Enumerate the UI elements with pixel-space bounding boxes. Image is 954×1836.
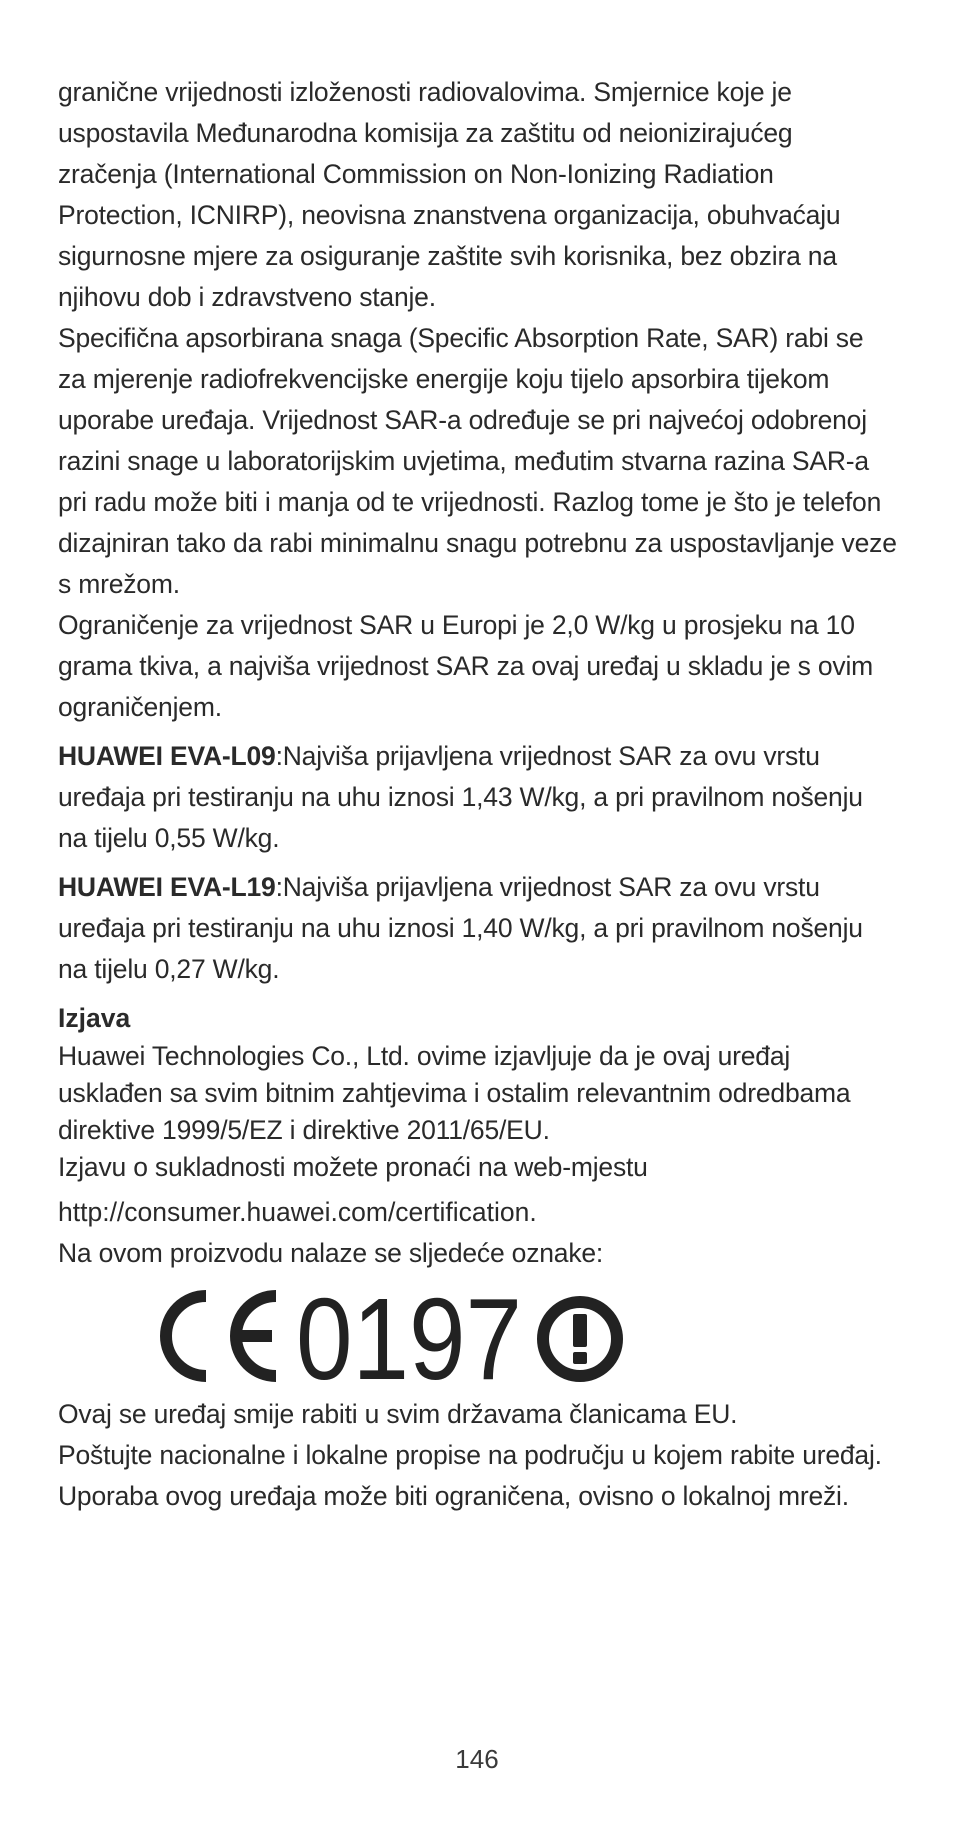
model-sar-entry-l19 bbox=[58, 867, 898, 990]
alert-circle-icon bbox=[543, 1302, 617, 1376]
marks-intro-paragraph: Na ovom proizvodu nalaze se sljedeće oznake: bbox=[58, 1238, 604, 1268]
page-number: 146 bbox=[455, 1744, 499, 1774]
model-name: HUAWEI EVA-L09 bbox=[58, 741, 276, 771]
declaration-paragraph: Huawei Technologies Co., Ltd. ovime izjavljuje da je ovaj uređaj usklađen sa svim bitnim zahtjevima i ostalim relevantnim odredbama direktive 1999/5/EZ i direktive 2011/65/EU. bbox=[58, 1041, 851, 1145]
network-restriction-paragraph: Uporaba ovog uređaja može biti ograničena, ovisno o lokalnoj mreži. bbox=[58, 1481, 849, 1511]
ce-mark-graphic bbox=[148, 1284, 668, 1388]
model-sar-text: :Najviša prijavljena vrijednost SAR za ovu vrstu uređaja pri testiranju na uhu iznosi 1,43 W/kg, a pri pravilnom nošenju na tijelu 0,55 W/kg. bbox=[58, 741, 863, 853]
sar-limit-paragraph: Ograničenje za vrijednost SAR u Europi je 2,0 W/kg u prosjeku na 10 grama tkiva, a najviša vrijednost SAR za ovaj uređaj u skladu je s ovim ograničenjem. bbox=[58, 610, 874, 722]
certification-link[interactable]: http://consumer.huawei.com/certification. bbox=[58, 1197, 537, 1227]
eu-usage-paragraph: Ovaj se uređaj smije rabiti u svim državama članicama EU. bbox=[58, 1399, 738, 1429]
local-regulations-paragraph: Poštujte nacionalne i lokalne propise na području u kojem rabite uređaj. bbox=[58, 1440, 882, 1470]
sar-description-paragraph: Specifična apsorbirana snaga (Specific Absorption Rate, SAR) rabi se za mjerenje radiofrekvencijske energije koju tijelo apsorbira tijekom uporabe uređaja. Vrijednost SAR-a određuje se pri najvećoj odobrenoj razini snage u laboratorijskim uvjetima, međutim stvarna razina SAR-a pri radu može biti i manja od te vrijednosti. Razlog tome je što je telefon dizajniran tako da rabi minimalnu snagu potrebnu za uspostavljanje veze s mrežom. bbox=[58, 323, 897, 599]
ce-mark-c bbox=[166, 1296, 206, 1376]
notified-body-number: 0197 bbox=[296, 1284, 522, 1388]
intro-paragraph: granične vrijednosti izloženosti radiovalovima. Smjernice koje je uspostavila Međunarodna komisija za zaštitu od neionizirajućeg zračenja (International Commission on Non-Ionizing Radiation Protection, ICNIRP), neovisna znanstvena organizacija, obuhvaćaju sigurnosne mjere za osiguranje zaštite svih korisnika, bez obzira na njihovu dob i zdravstveno stanje. bbox=[58, 77, 841, 312]
document-page bbox=[58, 72, 898, 1517]
declaration-heading: Izjava bbox=[58, 1003, 131, 1033]
model-sar-entry-l09 bbox=[58, 736, 898, 859]
ce-marking bbox=[58, 1276, 898, 1394]
model-sar-text: :Najviša prijavljena vrijednost SAR za ovu vrstu uređaja pri testiranju na uhu iznosi 1,40 W/kg, a pri pravilnom nošenju na tijelu 0,27 W/kg. bbox=[58, 872, 863, 984]
conformity-paragraph: Izjavu o sukladnosti možete pronaći na web-mjestu bbox=[58, 1152, 648, 1182]
model-name: HUAWEI EVA-L19 bbox=[58, 872, 276, 902]
